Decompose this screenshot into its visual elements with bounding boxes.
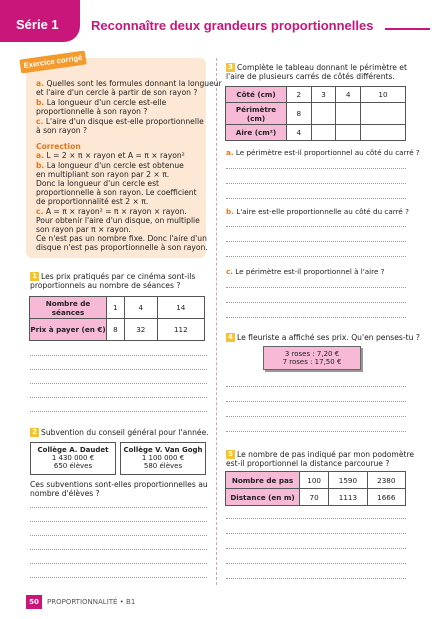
exercise-2-question: Ces subventions sont-elles proportionnelles au bbox=[30, 480, 208, 489]
college-a-students: 650 élèves bbox=[53, 462, 93, 470]
square-cell: 8 bbox=[287, 103, 312, 125]
pedometer-cell: 2380 bbox=[367, 472, 405, 489]
square-cell: 4 bbox=[287, 125, 312, 141]
answer-line[interactable] bbox=[226, 518, 406, 519]
square-header-aire: Aire (cm²) bbox=[226, 125, 287, 141]
title-rule bbox=[385, 28, 430, 30]
answer-line[interactable] bbox=[30, 535, 207, 536]
cinema-cell: 32 bbox=[124, 319, 157, 341]
question-b: b. La longueur d'un cercle est-elle bbox=[36, 98, 167, 107]
answer-a: a. L = 2 × π × rayon et A = π × rayon² bbox=[36, 151, 185, 160]
square-cell: 2 bbox=[287, 87, 312, 103]
college-a-box bbox=[30, 442, 116, 475]
serie-label: Série 1 bbox=[16, 17, 59, 32]
question-a: a. Quelles sont les formules donnant la longueur bbox=[36, 79, 222, 88]
square-header-perimetre: Périmètre (cm) bbox=[226, 103, 287, 125]
answer-line[interactable] bbox=[226, 401, 406, 402]
exercise-2-text: Subvention du conseil général pour l'année. bbox=[41, 428, 209, 437]
question-a-cont: et l'aire d'un cercle à partir de son rayon ? bbox=[36, 88, 198, 97]
answer-line[interactable] bbox=[226, 578, 406, 579]
exercise-5-text-2: est-il proportionnel la distance parcourue ? bbox=[226, 459, 390, 468]
college-a-name: Collège A. Daudet bbox=[37, 446, 109, 454]
page-title: Reconnaître deux grandeurs proportionnelles bbox=[91, 18, 374, 33]
square-cell: 10 bbox=[361, 87, 406, 103]
answer-line[interactable] bbox=[226, 548, 406, 549]
exercise-5-number: 5 bbox=[226, 450, 235, 459]
question-3a: a. Le périmètre est-il proportionnel au côté du carré ? bbox=[226, 148, 420, 157]
exercise-1-number: 1 bbox=[30, 272, 39, 281]
answer-line[interactable] bbox=[226, 317, 406, 318]
answer-line[interactable] bbox=[226, 302, 406, 303]
answer-line[interactable] bbox=[226, 198, 406, 199]
answer-line[interactable] bbox=[30, 411, 207, 412]
pedometer-cell: 100 bbox=[300, 472, 329, 489]
answer-line[interactable] bbox=[226, 241, 406, 242]
answer-line[interactable] bbox=[30, 563, 207, 564]
square-cell: 3 bbox=[311, 87, 336, 103]
column-divider bbox=[216, 58, 217, 585]
square-input-cell[interactable] bbox=[311, 125, 336, 141]
answer-b-3: Donc la longueur d'un cercle est bbox=[36, 179, 160, 188]
cinema-table bbox=[29, 296, 205, 341]
answer-b: b. La longueur d'un cercle est obtenue bbox=[36, 161, 184, 170]
question-c: c. L'aire d'un disque est-elle proportionnelle bbox=[36, 117, 204, 126]
exercise-1-text-2: proportionnels au nombre de séances ? bbox=[30, 281, 181, 290]
answer-line[interactable] bbox=[30, 369, 207, 370]
answer-line[interactable] bbox=[226, 533, 406, 534]
pedometer-table bbox=[225, 471, 406, 506]
cinema-cell: 8 bbox=[107, 319, 125, 341]
college-a-amount: 1 430 000 € bbox=[51, 454, 95, 462]
answer-c-4: Ce n'est pas un nombre fixe. Donc l'aire d'un bbox=[36, 234, 207, 243]
question-c-cont: à son rayon ? bbox=[36, 126, 88, 135]
answer-c-5: disque n'est pas proportionnelle à son rayon. bbox=[36, 243, 208, 252]
cinema-cell: 112 bbox=[157, 319, 204, 341]
exercise-3-number: 3 bbox=[226, 63, 235, 72]
answer-line[interactable] bbox=[226, 226, 406, 227]
answer-b-2: en multipliant son rayon par 2 × π. bbox=[36, 170, 170, 179]
college-b-box bbox=[120, 442, 206, 475]
question-3c: c. Le périmètre est-il proportionnel à l'aire ? bbox=[226, 267, 385, 276]
page-number: 50 bbox=[26, 595, 42, 609]
exercise-4-text: Le fleuriste a affiché ses prix. Qu'en penses-tu ? bbox=[237, 333, 420, 342]
answer-line[interactable] bbox=[226, 563, 406, 564]
answer-line[interactable] bbox=[226, 416, 406, 417]
pedometer-header-pas: Nombre de pas bbox=[226, 472, 300, 489]
pedometer-header-distance: Distance (en m) bbox=[226, 489, 300, 506]
square-input-cell[interactable] bbox=[361, 103, 406, 125]
question-b-cont: proportionnelle à son rayon ? bbox=[36, 107, 148, 116]
square-header-cote: Côté (cm) bbox=[226, 87, 287, 103]
answer-line[interactable] bbox=[226, 168, 406, 169]
answer-line[interactable] bbox=[30, 521, 207, 522]
cinema-header-seances: Nombre de séances bbox=[30, 297, 107, 319]
answer-line[interactable] bbox=[30, 577, 207, 578]
answer-line[interactable] bbox=[226, 256, 406, 257]
exercise-5-text: Le nombre de pas indiqué par mon podomètre bbox=[237, 450, 415, 459]
answer-b-4: proportionnelle à son rayon. Le coefficient bbox=[36, 188, 197, 197]
square-input-cell[interactable] bbox=[336, 125, 361, 141]
price-3-roses: 3 roses : 7,20 € bbox=[284, 350, 340, 358]
square-input-cell[interactable] bbox=[336, 103, 361, 125]
exercise-4-number: 4 bbox=[226, 333, 235, 342]
square-input-cell[interactable] bbox=[361, 125, 406, 141]
college-b-amount: 1 100 000 € bbox=[141, 454, 185, 462]
question-3b: b. L'aire est-elle proportionnelle au côté du carré ? bbox=[226, 207, 409, 216]
chapter-label: PROPORTIONNALITÉ • B1 bbox=[47, 598, 136, 606]
cinema-header-prix: Prix à payer (en €) bbox=[30, 319, 107, 341]
pedometer-cell: 1590 bbox=[329, 472, 367, 489]
answer-line[interactable] bbox=[30, 397, 207, 398]
pedometer-cell: 70 bbox=[300, 489, 329, 506]
price-7-roses: 7 roses : 17,50 € bbox=[282, 358, 342, 366]
exercise-3-text: Complète le tableau donnant le périmètre et bbox=[237, 63, 407, 72]
exercise-2-number: 2 bbox=[30, 428, 39, 437]
answer-line[interactable] bbox=[30, 507, 207, 508]
answer-line[interactable] bbox=[30, 355, 207, 356]
exercise-2-question-2: nombre d'élèves ? bbox=[30, 489, 100, 498]
correction-heading: Correction bbox=[36, 142, 81, 151]
corrected-exercise-badge: Exercice corrigé bbox=[19, 50, 86, 73]
answer-line[interactable] bbox=[226, 287, 406, 288]
answer-line[interactable] bbox=[226, 386, 406, 387]
cinema-cell: 14 bbox=[157, 297, 204, 319]
answer-line[interactable] bbox=[30, 383, 207, 384]
pedometer-cell: 1666 bbox=[367, 489, 405, 506]
answer-line[interactable] bbox=[30, 549, 207, 550]
florist-price-sign bbox=[263, 346, 361, 370]
college-b-name: Collège V. Van Gogh bbox=[123, 446, 203, 454]
answer-c-3: son rayon par π × rayon. bbox=[36, 225, 131, 234]
square-input-cell[interactable] bbox=[311, 103, 336, 125]
answer-c-2: Pour obtenir l'aire d'un disque, on multiplie bbox=[36, 216, 200, 225]
answer-c: c. A = π × rayon² = π × rayon × rayon. bbox=[36, 207, 187, 216]
answer-line[interactable] bbox=[226, 183, 406, 184]
pedometer-cell: 1113 bbox=[329, 489, 367, 506]
square-table bbox=[225, 86, 406, 141]
exercise-3-text-2: l'aire de plusieurs carrés de côtés différents. bbox=[226, 72, 395, 81]
answer-line[interactable] bbox=[226, 431, 406, 432]
exercise-1-text: Les prix pratiqués par ce cinéma sont-ils bbox=[41, 272, 196, 281]
answer-b-5: de proportionnalité est 2 × π. bbox=[36, 197, 149, 206]
square-cell: 4 bbox=[336, 87, 361, 103]
cinema-cell: 1 bbox=[107, 297, 125, 319]
college-b-students: 580 élèves bbox=[143, 462, 183, 470]
cinema-cell: 4 bbox=[124, 297, 157, 319]
